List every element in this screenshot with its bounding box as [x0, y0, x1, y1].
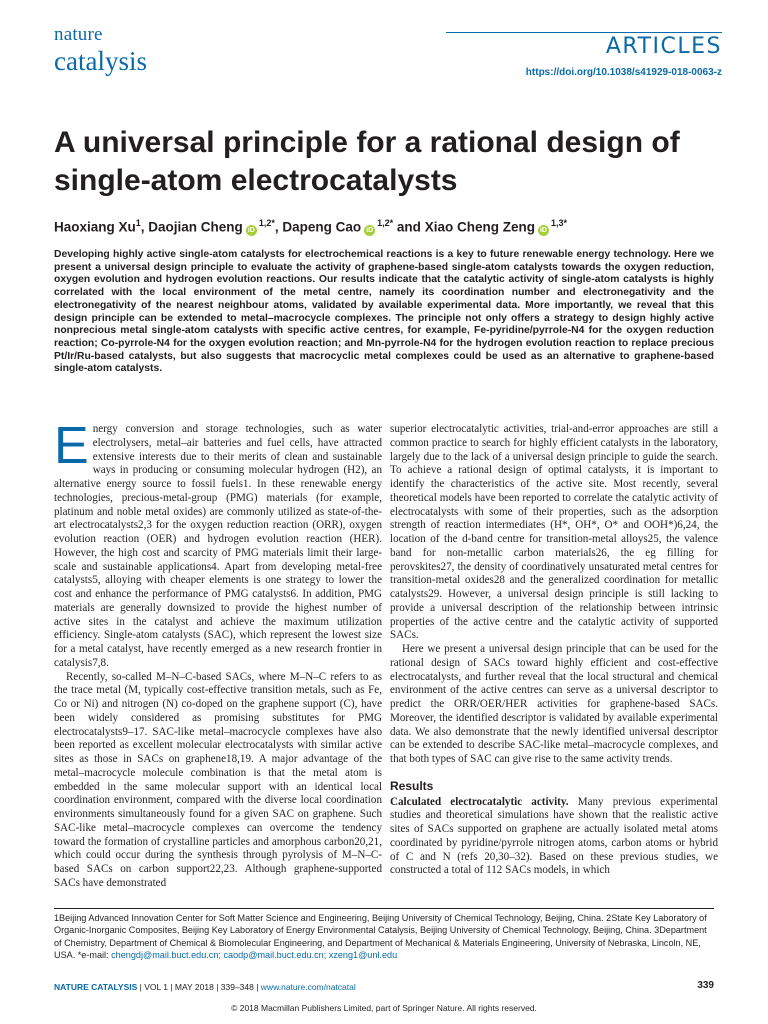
orcid-icon[interactable]: iD — [539, 226, 547, 234]
orcid-icon[interactable]: iD — [247, 226, 255, 234]
body-column-left — [54, 417, 382, 891]
drop-cap: E — [54, 417, 89, 475]
body-text: Many previous experimental studies and theoretical simulations have shown that the realistic active sites of SACs supported on graphene are actually isolated metal atoms coordinated by pyridine/pyrrole nitrogen atoms, carbon atoms or hybrid of C and N (refs 20,30–32). Based on these previous studies, we constructed a total of 112 SACs models, in which — [390, 795, 718, 877]
body-paragraph: Here we present a universal design principle that can be used for the rational design of SACs toward highly efficient and cost-effective electrocatalysts, and further reveal that the local structural and chemical environment of the active centres can serve as a universal descriptor to predict the ORR/OER/HER activities for graphene-based SACs. Moreover, the identified descriptor is validated by available experimental data. We also demonstrate that the newly identified universal descriptor can be extended to describe SAC-like metal–macrocycle complexes, and that both types of SAC can give rise to the same activity trends. — [390, 643, 718, 765]
copyright-notice: © 2018 Macmillan Publishers Limited, part of Springer Nature. All rights reserved. — [231, 1003, 537, 1013]
body-paragraph: superior electrocatalytic activities, trial-and-error approaches are still a common practice to search for highly efficient catalysts in the laboratory, largely due to the lack of a universal design principle to guide the search. To achieve a rational design of optimal catalysts, it is important to identify the characteristics of the active site. Most recently, several theoretical models have been reported to correlate the catalytic activity of electrocatalysts with some of their properties, such as the adsorption strength of reaction intermediates (H*, OH*, O* and OOH*)6,24, the location of the d-band centre for transition-metal alloys25, the valence band for non-metallic carbon materials26, the eg filling for perovskites27, the density of coordinatively unsaturated metal centres for transition-metal oxides28 and the generalized coordination for metallic catalysts29. However, a universal design principle is still lacking to provide a universal description of the relationship between intrinsic properties of the active centre and the catalytic activity of supported SACs. — [390, 423, 718, 642]
body-paragraph — [54, 417, 382, 671]
journal-line — [54, 982, 714, 992]
footnote-rule — [54, 908, 714, 909]
author-name[interactable]: Xiao Cheng Zeng — [424, 219, 535, 235]
body-text: nergy conversion and storage technologies, such as water electrolysers, metal–air batteries and fuel cells, have attracted extensive interests due to their merits of clean and sustainable ways in producing or consuming molecular hydrogen (H2), an alternative energy source to fossil fuels1. In these renewable energy technologies, precious-metal-group (PMG) materials (for example, platinum and noble metal oxides) are commonly utilized as state-of-the-art electrocatalysts2,3 for the oxygen reduction reaction (ORR), oxygen evolution reaction (OER) and hydrogen evolution reaction (HER). However, the high cost and scarcity of PMG materials limit their large-scale and sustainable applications4. Apart from developing metal-free catalysts5, alloying with cheaper elements is one strategy to lower the cost and enhance the performance of PMG catalysts6. In addition, PMG materials are generally downsized to provide the highest number of active sites in the catalyst and achieve the maximum utilization efficiency. Single-atom catalysts (SAC), which represent the lowest size for a metal catalyst, have recently emerged as a new research frontier in catalysis7,8. — [54, 423, 382, 669]
author-name[interactable]: Haoxiang Xu — [54, 219, 136, 235]
affiliation-text: 1Beijing Advanced Innovation Center for Soft Matter Science and Engineering, Beijing University of Chemical Technology, Beijing, China. 2State Key Laboratory of Organic-Inorganic Composites, Beijing Key Laboratory of Energy Environmental Catalysis, Beijing University of Chemical Technology, Beijing, China. 3Department of Chemistry, Department of Chemical & Biomolecular Engineering, and Department of Mechanical & Materials Engineering, University of Nebraska, Lincoln, NE, USA. *e-mail: — [54, 913, 707, 960]
doi-link[interactable]: https://doi.org/10.1038/s41929-018-0063-z — [525, 67, 722, 78]
email-links[interactable]: chengdj@mail.buct.edu.cn; caodp@mail.buct.edu.cn; xzeng1@unl.edu — [111, 949, 398, 960]
section-label: ARTICLES — [605, 34, 722, 59]
author-affiliation: 1,2* — [377, 218, 394, 228]
author-conjunction: and — [396, 219, 421, 235]
article-title: A universal principle for a rational design of single-atom electrocatalysts — [54, 126, 680, 197]
author-list: Haoxiang Xu$^1$, Daojian Cheng $iD^{1,2*}$, Dapeng Cao $iD^{1,2*}$ and Xiao Cheng Zeng $iD^{1,3*}$ — [54, 218, 567, 235]
body-column-right — [390, 423, 718, 878]
journal-logo-catalysis: catalysis — [54, 46, 147, 76]
author-affiliation: 1,3* — [550, 218, 567, 228]
section-heading-results: Results — [390, 778, 434, 793]
abstract: Developing highly active single-atom catalysts for electrochemical reactions is a key to future renewable energy technology. Here we present a universal design principle to evaluate the activity of graphene-based single-atom catalysts towards the oxygen reduction, oxygen evolution and hydrogen evolution reactions. Our results indicate that the catalytic activity of single-atom catalysts is highly correlated with the local environment of the metal centre, namely its coordination number and electronegativity and the electronegativity of the nearest neighbour atoms, validated by available experimental data. More importantly, we reveal that this design principle can be extended to metal–macrocycle complexes. The principle not only offers a strategy to design highly active nonprecious metal single-atom catalysts with specific active centres, for example, Fe-pyridine/pyrrole-N4 for the oxygen reduction reaction; Co-pyrrole-N4 for the oxygen evolution reaction; and Mn-pyrrole-N4 for the hydrogen evolution reaction to replace precious Pt/Ir/Ru-based catalysts, but also suggests that macrocyclic metal complexes could be used as an alternative to graphene-based single-atom catalysts. — [54, 249, 714, 375]
page-number: 339 — [697, 980, 714, 991]
issue-info: | VOL 1 | MAY 2018 | 339–348 | — [137, 982, 261, 992]
author-affiliation: 1 — [135, 218, 141, 228]
body-paragraph — [390, 796, 718, 879]
journal-name: NATURE CATALYSIS — [54, 982, 138, 992]
subsection-heading: Calculated electrocatalytic activity. — [390, 795, 569, 808]
journal-logo-nature: nature — [54, 24, 103, 45]
author-name[interactable]: Dapeng Cao — [282, 219, 362, 235]
body-paragraph: Recently, so-called M–N–C-based SACs, where M–N–C refers to as the trace metal (M, typically cost-effective transition metals, such as Fe, Co or Ni) and nitrogen (N) co-doped on the graphene support (C), have been widely considered as promising substitutes for PMG electrocatalysts9–17. SAC-like metal–macrocycle complexes have also been reported as excellent molecular electrocatalysts with similar active sites as those in SACs on graphene18,19. A major advantage of the metal–macrocycle molecule combination is that the metal atom is embedded in the same molecular support with an identical local coordination environment, compared with the diverse local coordination environments simultaneously found for a given SAC on graphene. Such SAC-like metal–macrocycle complexes can overcome the tendency toward the formation of crystalline particles and amorphous carbon20,21, which could occur during the synthesis through pyrolysis of M–N–C-based SACs on carbon support22,23. Although graphene-supported SACs have demonstrated — [54, 670, 382, 889]
author-name[interactable]: Daojian Cheng — [148, 219, 243, 235]
author-affiliation: 1,2* — [258, 218, 275, 228]
affiliations — [54, 912, 714, 961]
journal-url[interactable]: www.nature.com/natcatal — [260, 982, 356, 992]
orcid-icon[interactable]: iD — [366, 226, 374, 234]
